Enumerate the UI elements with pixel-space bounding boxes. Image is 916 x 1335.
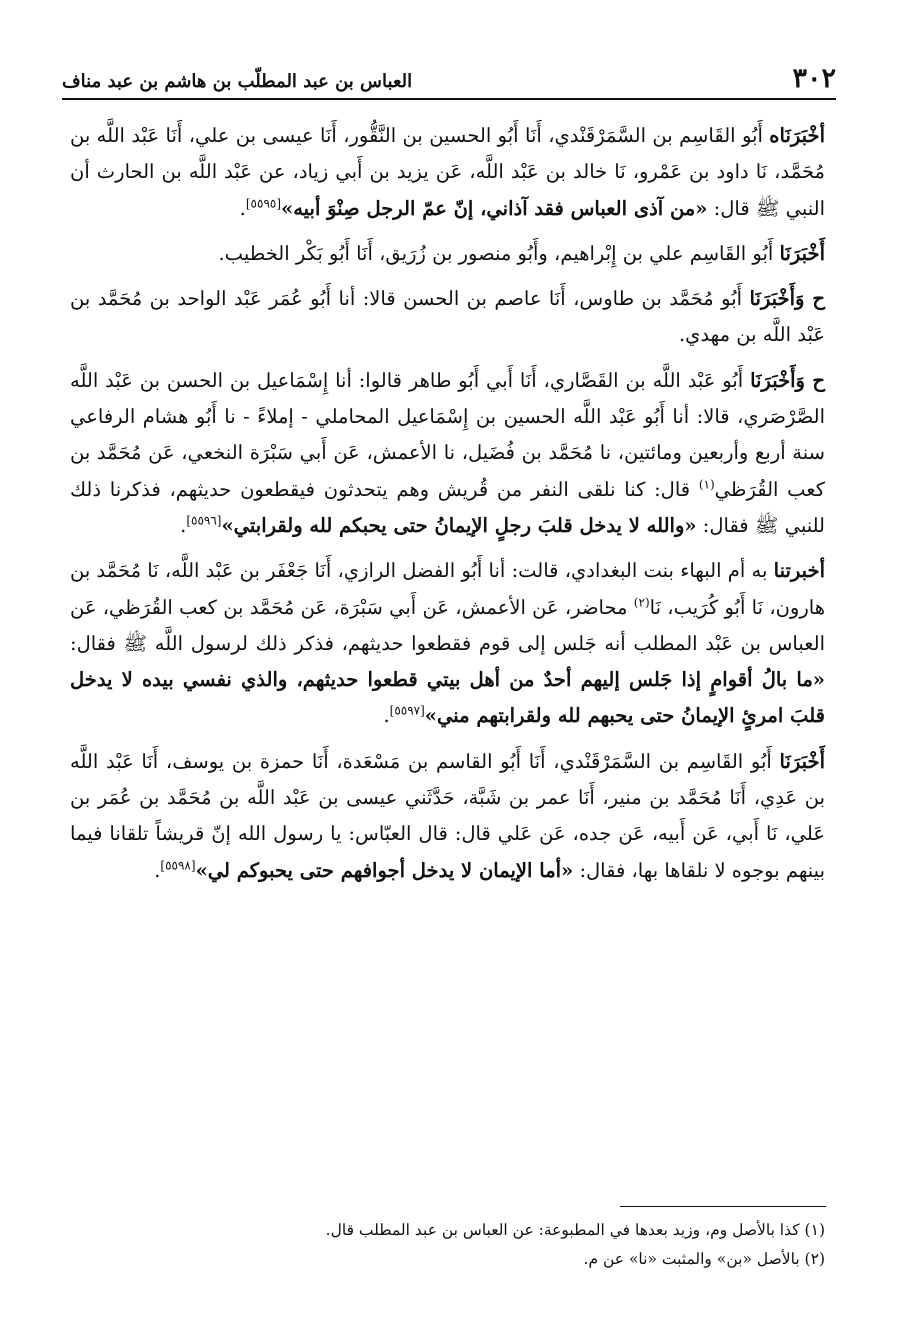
footnote: (٢) بالأصل «بن» والمثبت «نا» عن م.	[583, 1250, 825, 1268]
isnad-lead: أخْبَرَنَاه	[769, 124, 825, 147]
paragraph	[70, 118, 825, 227]
footnote: (١) كذا بالأصل وم، وزيد بعدها في المطبوعة: عن العباس بن عبد المطلب قال.	[325, 1221, 825, 1239]
hadith-number: [٥٥٩٦]	[186, 513, 222, 528]
hadith-quote: «ما بالُ أقوامٍ إذا جَلس إليهم أحدٌ من أهل بيتي قطعوا حديثهم، والذي نفسي بيده لا يدخل قلبَ امرئٍ الإيمانُ حتى يحبهم لله ولقرابتهم مني»	[70, 668, 825, 728]
paragraph-text: أَبُو القَاسِم بن السَّمَرْقَنْدي، أَنَا أَبُو القاسم بن مَسْعَدة، أَنَا حمزة بن يوسف، أَنَا عَبْد اللَّه بن عَدِي، أَنَا مُحَمَّد بن منير، أَنَا عمر بن شَبَّة، حَدَّثَني عيسى بن عَبْد اللَّه بن مُحَمَّد بن عُمَر بن عَلي، نَا أَبي، عَن أَبيه، عَن جده، عَن عَلي قال: قال العبّاس: يا رسول الله إنّ قريشاً تلقانا فيما بينهم بوجوه لا نلقاها بها، فقال:	[70, 749, 825, 882]
paragraph-text: أَبُو مُحَمَّد بن طاوس، أَنَا عاصم بن الحسن قالا: أنا أَبُو عُمَر عَبْد الواحد بن مُحَمَّد بن عَبْد اللَّه بن مهدي.	[70, 287, 825, 347]
paragraph-text: أَبُو القَاسِم علي بن إِبْراهيم، وأَبُو منصور بن زُرَيق، أَنَا أَبُو بَكْر الخطيب.	[218, 241, 780, 265]
footnotes	[70, 1216, 825, 1274]
running-title: العباس بن عبد المطلّب بن هاشم بن عبد مناف	[62, 71, 413, 92]
hadith-quote: «والله لا يدخل قلبَ رجلٍ الإيمانُ حتى يحبكم لله ولقرابتي»	[221, 513, 697, 537]
page-number: ٣٠٢	[792, 63, 836, 94]
hadith-number: [٥٥٩٧]	[389, 703, 425, 718]
paragraph	[70, 281, 825, 354]
footnote-marker: (٢)	[633, 595, 650, 610]
paragraph-text: قال: كنا نلقى النفر من قُريش وهم يتحدثون فيقطعون حديثهم، فذكرنا ذلك للنبي ﷺ فقال:	[70, 477, 825, 537]
isnad-lead: ح وَأَخْبَرَنَا	[750, 368, 825, 392]
footnote-divider	[620, 1206, 826, 1207]
page-header	[62, 58, 836, 100]
paragraph-text: محاضر، عَن الأعمش، عَن أَبي سَبْرَة، عَن مُحَمَّد بن كعب القُرَظي، عَن العباس بن عَبْد المطلب أنه جَلس إلى قوم فقطعوا حديثهم، فذكر ذلك لرسول اللَّه ﷺ فقال:	[70, 595, 825, 655]
isnad-lead: ح وَأَخْبَرَنَا	[749, 287, 825, 311]
paragraph	[70, 236, 825, 272]
paragraph-text: به أم البهاء بنت البغدادي، قالت: أنا أَبُو الفضل الرازي، أَنَا جَعْفَر بن عَبْد اللَّه، نَا مُحَمَّد بن هارون، نَا أَبُو كُرَيب، نَا	[70, 559, 825, 619]
paragraph-end: .	[239, 196, 246, 220]
hadith-quote: «من آذى العباس فقد آذاني، إنّ عمّ الرجل صِنْوَ أبيه»	[281, 196, 708, 220]
hadith-number: [٥٥٩٥]	[245, 196, 282, 211]
hadith-number: [٥٥٩٨]	[160, 858, 196, 873]
paragraph-end: .	[383, 704, 390, 728]
hadith-quote: «أما الإيمان لا يدخل أجوافهم حتى يحبوكم لي»	[195, 858, 574, 882]
paragraph	[70, 744, 825, 889]
isnad-lead: أخبرتنا	[773, 559, 825, 583]
paragraph	[70, 553, 825, 734]
isnad-lead: أَخْبَرَنَا	[779, 749, 825, 773]
paragraph-end: .	[154, 858, 161, 882]
paragraph-end: .	[180, 513, 187, 537]
footnote-marker: (١)	[698, 477, 715, 492]
paragraph	[70, 363, 825, 544]
main-text	[70, 118, 825, 898]
paragraph-text: أَبُو القَاسِم بن السَّمَرْقَنْدي، أَنَا أَبُو الحسين بن النَّقُّور، أَنَا عيسى بن علي، أَنَا عَبْد اللَّه بن مُحَمَّد، نَا داود بن عَمْرو، نَا خالد بن عَبْد اللَّه، عَن يزيد بن أَبي زياد، عن عَبْد اللَّه بن الحارث أن النبي ﷺ قال:	[70, 124, 825, 220]
isnad-lead: أَخْبَرَنَا	[779, 241, 825, 265]
paragraph-text: أَبُو عَبْد اللَّه بن القَصَّاري، أَنَا أَبي أَبُو طاهر قالوا: أنا إِسْمَاعيل بن الحسن بن عَبْد اللَّه الصَّرْصَري، قالا: أنا أَبُو عَبْد اللَّه الحسين بن إِسْمَاعيل المحاملي - إملاءً - نا أَبُو هشام الرفاعي سنة أربع وأربعين ومائتين، نا مُحَمَّد بن فُضَيل، نا الأعمش، عَن أَبي سَبْرَة النخعي، عَن مُحَمَّد بن كعب القُرَظي	[70, 368, 826, 501]
